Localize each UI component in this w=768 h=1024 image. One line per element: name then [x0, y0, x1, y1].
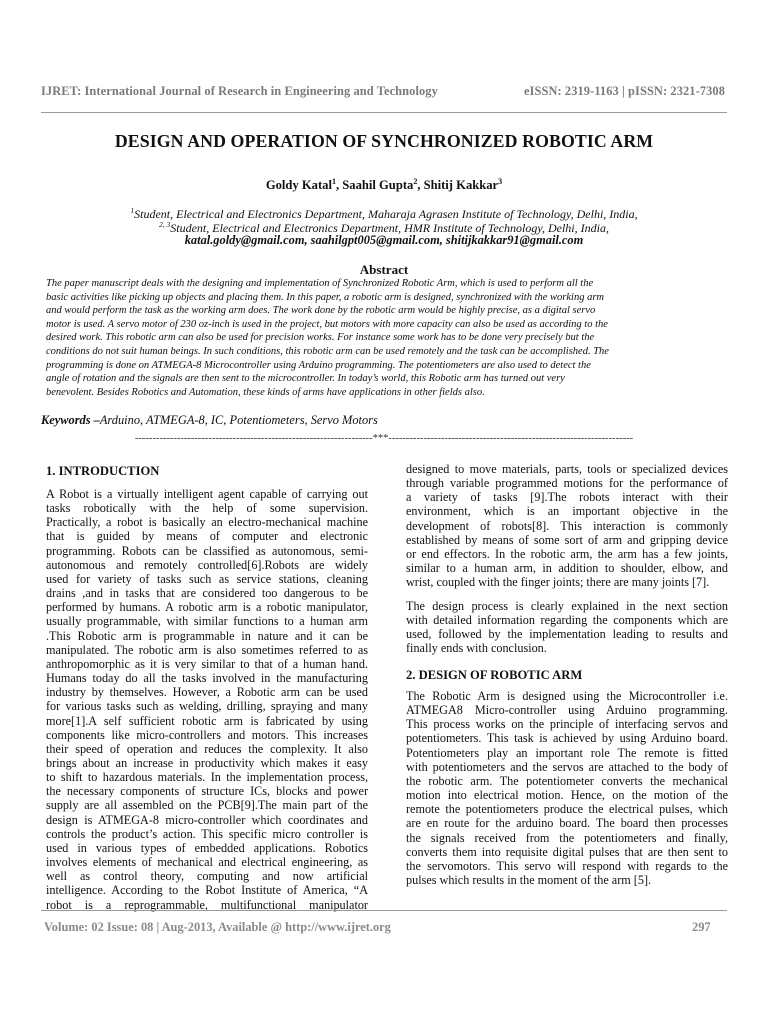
intro-heading: 1. INTRODUCTION	[46, 464, 160, 478]
text-line: usually programmable, with similar functions to a human arm	[46, 614, 368, 629]
text-line: drains ,and in tasks that are considered too dangerous to be	[46, 586, 368, 601]
text-line: established by means of some sort of arm and gripping device	[406, 532, 728, 547]
text-line: autonomous and remotely controlled[6].Robots are widely	[46, 557, 368, 572]
abstract-line: benevolent. Besides Robotics and Automation, these kinds of arms have applications in other fields also.	[46, 386, 485, 398]
text-line: intelligence. According to the Robot Institute of America, “A	[46, 883, 368, 898]
text-line: potentiometers. This task is achieved by using Arduino board.	[406, 731, 728, 746]
text-line: remote the potentiometers produce the electrical pulses, which	[406, 802, 728, 817]
author-2-sup: 2	[413, 177, 418, 186]
text-line: This process works on the principle of interfacing servos and	[406, 717, 728, 732]
text-line: for various tasks such as welding, drilling, spraying and many	[46, 699, 368, 714]
text-line: .This Robotic arm is programmable in nature and it can be	[46, 628, 368, 643]
keywords-label: Keywords –	[41, 413, 100, 427]
affiliation-2-text: Student, Electrical and Electronics Department, HMR Institute of Technology, Delhi, India,	[170, 221, 609, 235]
author-3-sup: 3	[498, 177, 503, 186]
author-emails: katal.goldy@gmail.com, saahilgpt005@gmail.com, shitijkakkar91@gmail.com	[184, 233, 584, 247]
text-line: supply are all assembled on the PCB[9].The main part of the	[46, 798, 368, 813]
abstract-line: programming is done on ATMEGA-8 Microcontroller using Arduino programming. The potentiometers are also used to detect the	[46, 359, 591, 371]
journal-header	[41, 84, 725, 99]
text-line: The Robotic Arm is designed using the Microcontroller i.e.	[406, 689, 728, 703]
text-line: the robotic arm. The potentiometer converts the mechanical	[406, 773, 728, 788]
footer-rule	[41, 910, 727, 911]
text-line: converts them into requisite digital pulses that are then sent to	[406, 844, 728, 859]
text-line: used in various types of embedded applications. Robotics	[46, 840, 368, 855]
text-line: The design process is clearly explained in the next section	[406, 599, 728, 613]
text-line: anthropomorphic as it is very similar to that of a human hand.	[46, 656, 368, 671]
text-line: motion into electrical motion. Hence, on the motion of the	[406, 788, 728, 803]
text-line: with detailed information regarding the components which are	[406, 613, 728, 628]
author-sep: ,	[335, 178, 343, 193]
text-line: industry by themselves. However, a Robotic arm can be used	[46, 685, 368, 700]
text-line: manipulated. The robotic arm is also sometimes referred to as	[46, 642, 368, 657]
page-number: 297	[692, 920, 711, 934]
keywords-text: Arduino, ATMEGA-8, IC, Potentiometers, Servo Motors	[99, 413, 378, 427]
text-line: tasks robotically with the help of some supervision.	[46, 501, 368, 516]
abstract-heading: Abstract	[359, 262, 409, 277]
intro-conclusion-paragraph	[406, 599, 728, 656]
affiliation-1-text: Student, Electrical and Electronics Department, Maharaja Agrasen Institute of Technology, Delhi, India,	[134, 207, 638, 221]
author-sep: ,	[417, 178, 424, 193]
text-line: well as control theory, computing and now artificial	[46, 869, 368, 884]
text-line: are en route for the arduino board. The board then processes	[406, 816, 728, 831]
text-line: Humans today do all the tasks involved in the manufacturing	[46, 671, 368, 686]
abstract-line: basic activities like picking up objects and placing them. In this paper, a robotic arm is designed, synchronized with the working arm	[46, 291, 604, 303]
abstract-body	[46, 277, 725, 399]
intro-right-column	[406, 462, 728, 589]
author-1: Goldy Katal	[265, 178, 332, 193]
keywords	[41, 413, 378, 428]
text-line: involves elements of mechanical and electrical engineering, as	[46, 855, 368, 870]
abstract-line: angle of rotation and the signals are then sent to the microcontroller. In today’s world, this Robotic arm has turned out very	[46, 373, 565, 385]
text-line: performed by humans. A robotic arm is a robotic manipulator,	[46, 600, 368, 615]
text-line: designed to move materials, parts, tools or specialized devices	[406, 462, 728, 476]
design-heading: 2. DESIGN OF ROBOTIC ARM	[406, 668, 583, 682]
abstract-line: conditions do not suit human beings. In such conditions, this robotic arm can be used remotely and the task can be accomplished. The	[46, 345, 609, 357]
text-line: development of robots[8]. This interaction is commonly	[406, 518, 728, 533]
text-line: a variety of tasks [9].The robots interact with their	[406, 490, 728, 505]
text-line: or end effectors. In the robotic arm, the arm has a few joints,	[406, 546, 728, 561]
text-line: similar to a human arm, in addition to shoulder, elbow, and	[406, 561, 728, 576]
header-rule	[41, 112, 727, 113]
design-paragraph	[406, 689, 728, 887]
author-1-sup: 1	[331, 177, 336, 186]
text-line: used, followed by the implementation leading to results and	[406, 627, 728, 642]
footer-info: Volume: 02 Issue: 08 | Aug-2013, Available @ http://www.ijret.org	[44, 920, 391, 934]
issn-info: eISSN: 2319-1163 | pISSN: 2321-7308	[523, 84, 725, 98]
text-line: more[1].A self sufficient robotic arm is fabricated by using	[46, 713, 368, 728]
text-line: finally ends with conclusion.	[406, 641, 547, 656]
text-line: design is ATMEGA-8 micro-controller which coordinates and	[46, 812, 368, 827]
text-line: used for variety of tasks such as service stations, cleaning	[46, 571, 368, 586]
author-3: Shitij Kakkar	[423, 178, 499, 193]
text-line: the servomotors. This servo will respond with regards to the	[406, 858, 728, 873]
text-line: through variable programmed motions for the performance of	[406, 476, 728, 491]
affiliation-2-sup: 2, 3	[159, 220, 171, 229]
text-line: to shift to hazardous materials. In the implementation process,	[46, 770, 368, 785]
text-line: controls the product’s action. This specific micro controller is	[46, 826, 368, 841]
text-line: pulses which results in the moment of the arm [5].	[406, 873, 652, 888]
section-divider: --------------------------------------------------------------------***----------------------------------------------------------------------	[134, 433, 634, 444]
abstract-line: motor is used. A servo motor of 230 oz-inch is used in the project, but motors with more capacity can also be used as according to the	[46, 318, 608, 330]
text-line: programming. Robots can be classified as autonomous, semi-	[46, 543, 368, 558]
abstract-line: and would perform the task as the working arm does. The work done by the robotic arm would be highly precise, as a digital servo	[46, 305, 596, 317]
text-line: robot is a reprogrammable, multifunctional manipulator	[46, 897, 368, 912]
journal-name: IJRET: International Journal of Research in Engineering and Technology	[41, 84, 438, 98]
text-line: Practically, a robot is basically an electro-mechanical machine	[46, 515, 368, 530]
text-line: wrist, coupled with the finger joints; there are many joints [7].	[406, 575, 710, 590]
text-line: environment, which is an important objective in the	[406, 504, 728, 519]
text-line: the signals received from the potentiometers and finally,	[406, 830, 728, 845]
text-line: Potentiometers play an important role The remote is fitted	[406, 745, 728, 760]
affiliation-1-sup: 1	[130, 206, 135, 215]
author-list	[0, 177, 768, 193]
intro-left-column	[46, 487, 368, 912]
text-line: the necessary components of structure ICs, blocks and power	[46, 784, 368, 799]
text-line: with potentiometers and the servos are attached to the body of	[406, 759, 728, 774]
text-line: A Robot is a virtually intelligent agent capable of carrying out	[46, 487, 368, 501]
abstract-line: The paper manuscript deals with the designing and implementation of Synchronized Robotic Arm, which is used to perform all the	[46, 278, 594, 289]
paper-title: DESIGN AND OPERATION OF SYNCHRONIZED ROBOTIC ARM	[114, 131, 654, 151]
text-line: ATMEGA8 Micro-controller using Arduino programming.	[406, 703, 728, 718]
abstract-line: desired work. This robotic arm can also be used for precision works. For instance some work has to be done very precisely but the	[46, 332, 595, 344]
text-line: brings about an increase in productivity which makes it easy	[46, 755, 368, 770]
text-line: components like micro-controllers and motors. This increases	[46, 727, 368, 742]
text-line: that is guided by means of computer and electronic	[46, 529, 368, 544]
author-2: Saahil Gupta	[342, 178, 414, 193]
text-line: their speed of operation and reduces the complexity. It also	[46, 741, 368, 756]
